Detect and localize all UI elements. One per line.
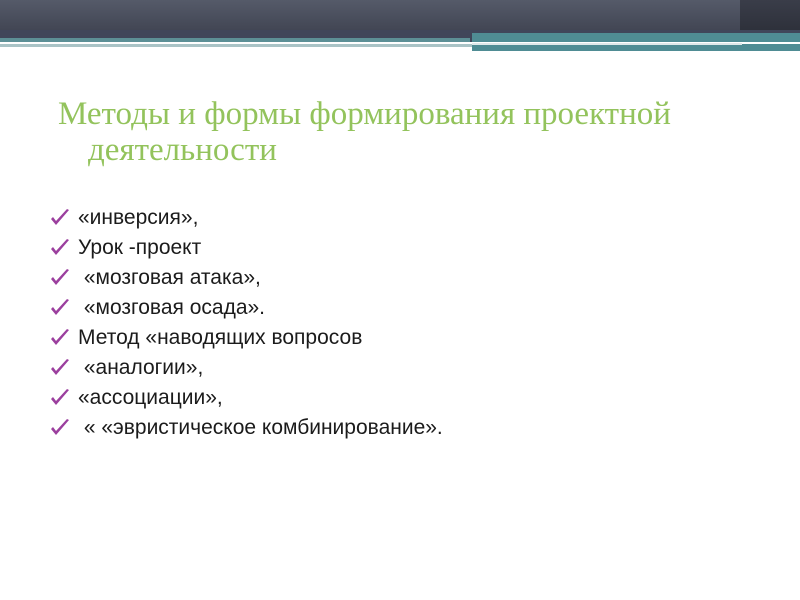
checkmark-icon [48,266,72,290]
list-item-text: «мозговая атака», [78,266,261,289]
list-item-text: «инверсия», [78,206,199,229]
checkmark-icon [48,236,72,260]
checkmark-icon [48,206,72,230]
list-item [48,413,443,443]
list-item [48,293,443,323]
slide-title-line-2: деятельности [88,132,277,168]
list-item [48,263,443,293]
header-divider-line-right [472,43,742,45]
checkmark-icon [48,386,72,410]
list-item-text: «ассоциации», [78,386,223,409]
checkmark-icon [48,326,72,350]
checkmark-icon [48,416,72,440]
header-light-stripe [0,44,472,47]
list-item [48,353,443,383]
list-item-text: Метод «наводящих вопросов [78,326,363,349]
list-item-text: « «эвристическое комбинирование». [78,416,443,439]
list-item [48,383,443,413]
header-band-right [740,0,800,30]
list-item [48,323,443,353]
list-item-text: Урок -проект [78,236,202,259]
list-item [48,203,443,233]
list-item-text: «мозговая осада». [78,296,266,319]
header-band [0,0,800,30]
slide-title-line-1: Методы и формы формирования проектной [58,96,671,132]
list-item-text: «аналогии», [78,356,204,379]
bullet-list [48,203,443,443]
checkmark-icon [48,296,72,320]
list-item [48,233,443,263]
slide-title [58,96,758,168]
checkmark-icon [48,356,72,380]
